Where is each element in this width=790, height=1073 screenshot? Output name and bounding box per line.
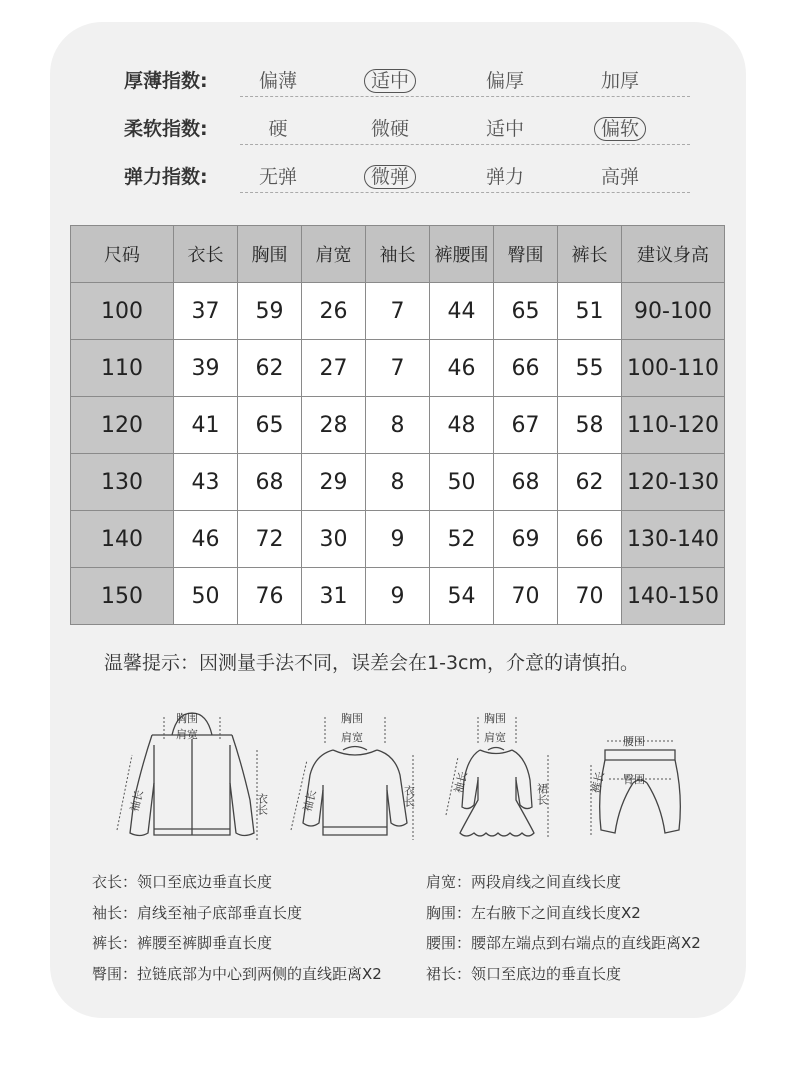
index-option-label: 偏软 [594, 117, 646, 141]
index-option [243, 66, 313, 93]
table-cell: 130 [71, 454, 174, 511]
table-cell: 51 [558, 283, 622, 340]
size-table [70, 225, 725, 625]
sweater-diagram [285, 705, 425, 849]
table-cell: 62 [238, 340, 302, 397]
table-cell: 140 [71, 511, 174, 568]
table-cell: 37 [174, 283, 238, 340]
table-cell: 30 [302, 511, 366, 568]
table-cell: 70 [494, 568, 558, 625]
index-option-selected [585, 114, 655, 141]
table-cell: 150 [71, 568, 174, 625]
table-cell: 68 [494, 454, 558, 511]
dress-chest-label: 胸围 [484, 712, 506, 725]
measurement-tip: 温馨提示：因测量手法不同，误差会在1-3cm，介意的请慎拍。 [104, 652, 639, 674]
table-cell: 28 [302, 397, 366, 454]
dress-length-label: 裙长 [535, 783, 549, 805]
table-cell: 100-110 [622, 340, 725, 397]
table-cell: 50 [430, 454, 494, 511]
index-option-label: 偏厚 [485, 70, 524, 92]
table-cell: 69 [494, 511, 558, 568]
table-cell: 46 [430, 340, 494, 397]
table-row [71, 511, 725, 568]
jacket-chest-label: 胸围 [176, 712, 198, 725]
index-option-label: 高弹 [600, 166, 639, 188]
dashed-divider [240, 144, 690, 145]
definition-item: 腰围：腰部左端点到右端点的直线距离X2 [426, 934, 701, 952]
table-cell: 62 [558, 454, 622, 511]
definition-item: 胸围：左右腋下之间直线长度X2 [426, 904, 641, 922]
table-cell: 66 [494, 340, 558, 397]
table-cell: 68 [238, 454, 302, 511]
jacket-length-label: 衣长 [255, 793, 269, 815]
table-cell: 50 [174, 568, 238, 625]
table-cell: 9 [366, 568, 430, 625]
table-cell: 72 [238, 511, 302, 568]
table-cell: 70 [558, 568, 622, 625]
index-option [355, 114, 425, 141]
pants-waist-label: 腰围 [623, 735, 645, 748]
table-row [71, 568, 725, 625]
index-option-label: 加厚 [600, 70, 639, 92]
column-header: 袖长 [366, 226, 430, 283]
table-cell: 26 [302, 283, 366, 340]
dress-diagram [440, 705, 560, 849]
column-header: 尺码 [71, 226, 174, 283]
index-option-selected [355, 66, 425, 93]
table-cell: 65 [238, 397, 302, 454]
table-cell: 120-130 [622, 454, 725, 511]
table-cell: 110 [71, 340, 174, 397]
index-option [470, 162, 540, 189]
index-row [0, 150, 790, 198]
table-cell: 66 [558, 511, 622, 568]
table-row [71, 283, 725, 340]
table-cell: 39 [174, 340, 238, 397]
jacket-diagram [112, 705, 272, 849]
index-option-label: 适中 [485, 118, 524, 140]
index-option-label: 弹力 [485, 166, 524, 188]
table-cell: 130-140 [622, 511, 725, 568]
table-cell: 27 [302, 340, 366, 397]
table-cell: 140-150 [622, 568, 725, 625]
definition-item: 裙长：领口至底边的垂直长度 [426, 965, 622, 983]
dashed-divider [240, 192, 690, 193]
table-row [71, 454, 725, 511]
table-cell: 43 [174, 454, 238, 511]
index-label: 厚薄指数: [124, 70, 208, 92]
index-option [470, 114, 540, 141]
index-option [585, 162, 655, 189]
table-cell: 54 [430, 568, 494, 625]
pants-diagram [575, 705, 695, 849]
jacket-sleeve-label: 袖长 [127, 788, 147, 814]
table-row [71, 340, 725, 397]
table-cell: 59 [238, 283, 302, 340]
index-option [585, 66, 655, 93]
sweater-length-label: 衣长 [402, 785, 416, 807]
index-option-label: 微弹 [364, 165, 416, 189]
column-header: 肩宽 [302, 226, 366, 283]
index-option-label: 无弹 [258, 166, 297, 188]
definition-item: 裤长：裤腰至裤脚垂直长度 [92, 934, 273, 952]
dress-sleeve-label: 袖长 [451, 769, 471, 795]
column-header: 衣长 [174, 226, 238, 283]
table-cell: 29 [302, 454, 366, 511]
index-option [243, 114, 313, 141]
table-cell: 65 [494, 283, 558, 340]
definition-item: 肩宽：两段肩线之间直线长度 [426, 873, 622, 891]
table-cell: 7 [366, 283, 430, 340]
table-cell: 120 [71, 397, 174, 454]
pants-hip-label: 臀围 [623, 773, 645, 786]
table-cell: 8 [366, 454, 430, 511]
table-cell: 44 [430, 283, 494, 340]
table-cell: 41 [174, 397, 238, 454]
table-row [71, 397, 725, 454]
index-option [243, 162, 313, 189]
column-header: 臀围 [494, 226, 558, 283]
table-cell: 52 [430, 511, 494, 568]
column-header: 裤腰围 [430, 226, 494, 283]
table-header-row [71, 226, 725, 283]
table-cell: 100 [71, 283, 174, 340]
index-option-label: 适中 [364, 69, 416, 93]
index-row [0, 102, 790, 150]
dress-shoulder-label: 肩宽 [484, 731, 506, 744]
index-label: 柔软指数: [124, 118, 208, 140]
table-cell: 31 [302, 568, 366, 625]
column-header: 建议身高 [622, 226, 725, 283]
table-cell: 46 [174, 511, 238, 568]
column-header: 裤长 [558, 226, 622, 283]
pants-length-label: 裤长 [588, 769, 608, 795]
table-cell: 58 [558, 397, 622, 454]
table-cell: 8 [366, 397, 430, 454]
table-cell: 90-100 [622, 283, 725, 340]
index-row [0, 54, 790, 102]
index-option-label: 偏薄 [258, 70, 297, 92]
definition-item: 袖长：肩线至袖子底部垂直长度 [92, 904, 303, 922]
sweater-sleeve-label: 袖长 [300, 788, 320, 814]
table-cell: 67 [494, 397, 558, 454]
definition-item: 衣长：领口至底边垂直长度 [92, 873, 273, 891]
sweater-chest-label: 胸围 [341, 712, 363, 725]
jacket-shoulder-label: 肩宽 [176, 728, 198, 741]
index-option-selected [355, 162, 425, 189]
table-cell: 9 [366, 511, 430, 568]
definition-item: 臀围：拉链底部为中心到两侧的直线距离X2 [92, 965, 382, 983]
dashed-divider [240, 96, 690, 97]
index-option-label: 微硬 [370, 118, 409, 140]
table-cell: 48 [430, 397, 494, 454]
index-option-label: 硬 [268, 118, 288, 140]
index-label: 弹力指数: [124, 166, 208, 188]
table-cell: 76 [238, 568, 302, 625]
column-header: 胸围 [238, 226, 302, 283]
table-cell: 110-120 [622, 397, 725, 454]
table-cell: 55 [558, 340, 622, 397]
index-option [470, 66, 540, 93]
sweater-shoulder-label: 肩宽 [341, 731, 363, 744]
table-cell: 7 [366, 340, 430, 397]
